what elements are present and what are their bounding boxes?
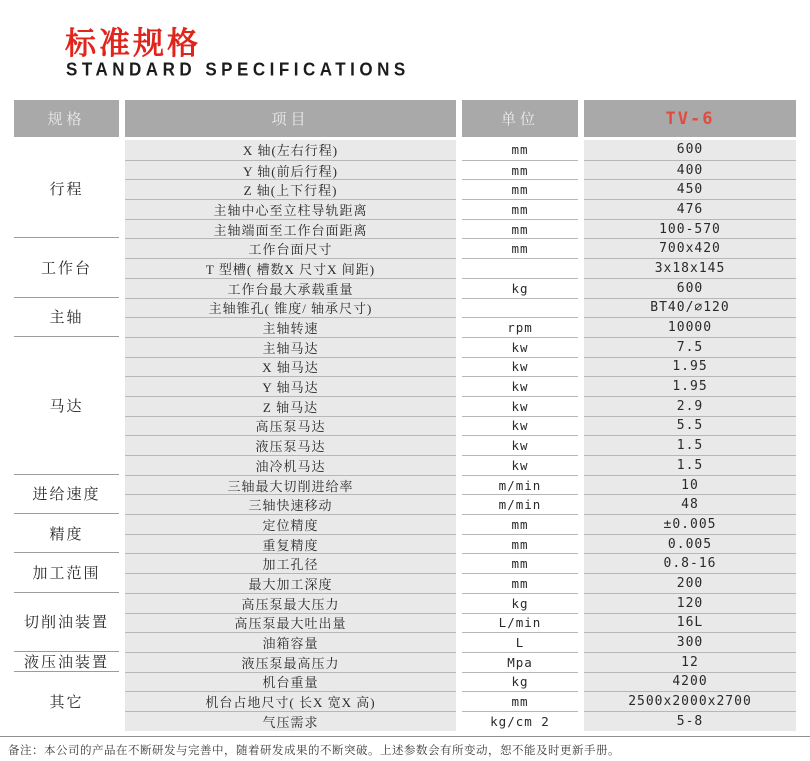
unit-cell: kg bbox=[462, 672, 578, 692]
value-cell: 700x420 bbox=[584, 238, 796, 258]
table-header-row bbox=[14, 100, 796, 137]
footer-note: 备注：本公司的产品在不断研发与完善中，随着研发成果的不断突破。上述参数会有所变动，恕不能及时更新手册。 bbox=[8, 745, 620, 757]
spec-group-label: 马达 bbox=[14, 337, 119, 475]
header-spec: 规格 bbox=[14, 100, 119, 137]
unit-cell: kw bbox=[462, 435, 578, 455]
unit-cell: kg bbox=[462, 593, 578, 613]
item-cell: 主轴锥孔( 锥度/ 轴承尺寸) bbox=[125, 298, 456, 318]
value-cell: 2500x2000x2700 bbox=[584, 691, 796, 711]
unit-cell: kw bbox=[462, 455, 578, 475]
spec-group-label: 进给速度 bbox=[14, 475, 119, 514]
item-cell: 机台重量 bbox=[125, 672, 456, 692]
unit-cell: mm bbox=[462, 238, 578, 258]
unit-cell: rpm bbox=[462, 317, 578, 337]
item-cell: 主轴中心至立柱导轨距离 bbox=[125, 199, 456, 219]
unit-cell: m/min bbox=[462, 475, 578, 495]
unit-cell: mm bbox=[462, 179, 578, 199]
item-cell: Z 轴马达 bbox=[125, 396, 456, 416]
item-cell: 液压泵最高压力 bbox=[125, 652, 456, 672]
unit-cell: mm bbox=[462, 160, 578, 180]
item-cell: 油箱容量 bbox=[125, 632, 456, 652]
item-cell: 气压需求 bbox=[125, 711, 456, 731]
unit-cell: mm bbox=[462, 691, 578, 711]
header-item: 项目 bbox=[125, 100, 456, 137]
value-cell: ±0.005 bbox=[584, 514, 796, 534]
unit-cell: mm bbox=[462, 514, 578, 534]
value-cell: 476 bbox=[584, 199, 796, 219]
unit-cell: mm bbox=[462, 573, 578, 593]
item-cell: 三轴最大切削进给率 bbox=[125, 475, 456, 495]
value-cell: 400 bbox=[584, 160, 796, 180]
unit-cell: mm bbox=[462, 553, 578, 573]
spec-group-label: 行程 bbox=[14, 140, 119, 238]
unit-cell: mm bbox=[462, 219, 578, 239]
item-cell: 高压泵马达 bbox=[125, 416, 456, 436]
unit-cell bbox=[462, 298, 578, 318]
item-cell: Y 轴马达 bbox=[125, 376, 456, 396]
unit-cell: L bbox=[462, 632, 578, 652]
page-title-english: STANDARD SPECIFICATIONS bbox=[66, 59, 410, 80]
value-cell: 48 bbox=[584, 494, 796, 514]
unit-cell: kw bbox=[462, 396, 578, 416]
unit-cell bbox=[462, 258, 578, 278]
spec-group-label: 加工范围 bbox=[14, 553, 119, 592]
value-cell: BT40/∅120 bbox=[584, 298, 796, 318]
value-cell: 120 bbox=[584, 593, 796, 613]
item-cell: 液压泵马达 bbox=[125, 435, 456, 455]
value-cell: 1.5 bbox=[584, 455, 796, 475]
item-cell: 三轴快速移动 bbox=[125, 494, 456, 514]
value-cell: 5-8 bbox=[584, 711, 796, 731]
footer-divider bbox=[0, 736, 810, 737]
value-cell: 0.8-16 bbox=[584, 553, 796, 573]
item-cell: 油冷机马达 bbox=[125, 455, 456, 475]
item-cell: X 轴马达 bbox=[125, 357, 456, 377]
value-cell: 3x18x145 bbox=[584, 258, 796, 278]
unit-cell: mm bbox=[462, 140, 578, 160]
value-cell: 4200 bbox=[584, 672, 796, 692]
spec-group-label: 切削油装置 bbox=[14, 593, 119, 652]
item-cell: 主轴端面至工作台面距离 bbox=[125, 219, 456, 239]
spec-group-label: 精度 bbox=[14, 514, 119, 553]
value-cell: 300 bbox=[584, 632, 796, 652]
value-cell: 2.9 bbox=[584, 396, 796, 416]
unit-cell: kw bbox=[462, 376, 578, 396]
unit-cell: Mpa bbox=[462, 652, 578, 672]
item-cell: 工作台最大承载重量 bbox=[125, 278, 456, 298]
value-cell: 600 bbox=[584, 140, 796, 160]
value-cell: 1.95 bbox=[584, 376, 796, 396]
item-cell: Y 轴(前后行程) bbox=[125, 160, 456, 180]
spec-group-label: 其它 bbox=[14, 672, 119, 731]
unit-cell: kg bbox=[462, 278, 578, 298]
value-cell: 1.5 bbox=[584, 435, 796, 455]
header-model-tv6: TV-6 bbox=[584, 100, 796, 137]
page-title-chinese: 标准规格 bbox=[65, 26, 201, 61]
spec-group-label: 主轴 bbox=[14, 298, 119, 337]
item-cell: 最大加工深度 bbox=[125, 573, 456, 593]
value-cell: 450 bbox=[584, 179, 796, 199]
value-cell: 12 bbox=[584, 652, 796, 672]
value-cell: 10 bbox=[584, 475, 796, 495]
item-cell: 主轴转速 bbox=[125, 317, 456, 337]
unit-cell: mm bbox=[462, 534, 578, 554]
value-cell: 5.5 bbox=[584, 416, 796, 436]
spec-group-label: 工作台 bbox=[14, 238, 119, 297]
unit-cell: kw bbox=[462, 357, 578, 377]
spec-group-label: 液压油装置 bbox=[14, 652, 119, 672]
table-body bbox=[14, 140, 796, 731]
value-cell: 10000 bbox=[584, 317, 796, 337]
header-unit: 单位 bbox=[462, 100, 578, 137]
specifications-table bbox=[14, 100, 796, 731]
item-cell: 加工孔径 bbox=[125, 553, 456, 573]
value-cell: 1.95 bbox=[584, 357, 796, 377]
item-cell: 机台占地尺寸( 长X 宽X 高) bbox=[125, 691, 456, 711]
item-cell: 工作台面尺寸 bbox=[125, 238, 456, 258]
item-cell: X 轴(左右行程) bbox=[125, 140, 456, 160]
item-cell: 重复精度 bbox=[125, 534, 456, 554]
item-cell: 高压泵最大压力 bbox=[125, 593, 456, 613]
value-cell: 7.5 bbox=[584, 337, 796, 357]
unit-cell: kw bbox=[462, 337, 578, 357]
item-cell: 主轴马达 bbox=[125, 337, 456, 357]
value-cell: 0.005 bbox=[584, 534, 796, 554]
unit-cell: kg/cm 2 bbox=[462, 711, 578, 731]
value-cell: 200 bbox=[584, 573, 796, 593]
unit-cell: kw bbox=[462, 416, 578, 436]
unit-cell: mm bbox=[462, 199, 578, 219]
item-cell: 定位精度 bbox=[125, 514, 456, 534]
value-cell: 16L bbox=[584, 613, 796, 633]
unit-cell: m/min bbox=[462, 494, 578, 514]
value-cell: 100-570 bbox=[584, 219, 796, 239]
item-cell: T 型槽( 槽数X 尺寸X 间距) bbox=[125, 258, 456, 278]
unit-cell: L/min bbox=[462, 613, 578, 633]
item-cell: 高压泵最大吐出量 bbox=[125, 613, 456, 633]
item-cell: Z 轴(上下行程) bbox=[125, 179, 456, 199]
value-cell: 600 bbox=[584, 278, 796, 298]
